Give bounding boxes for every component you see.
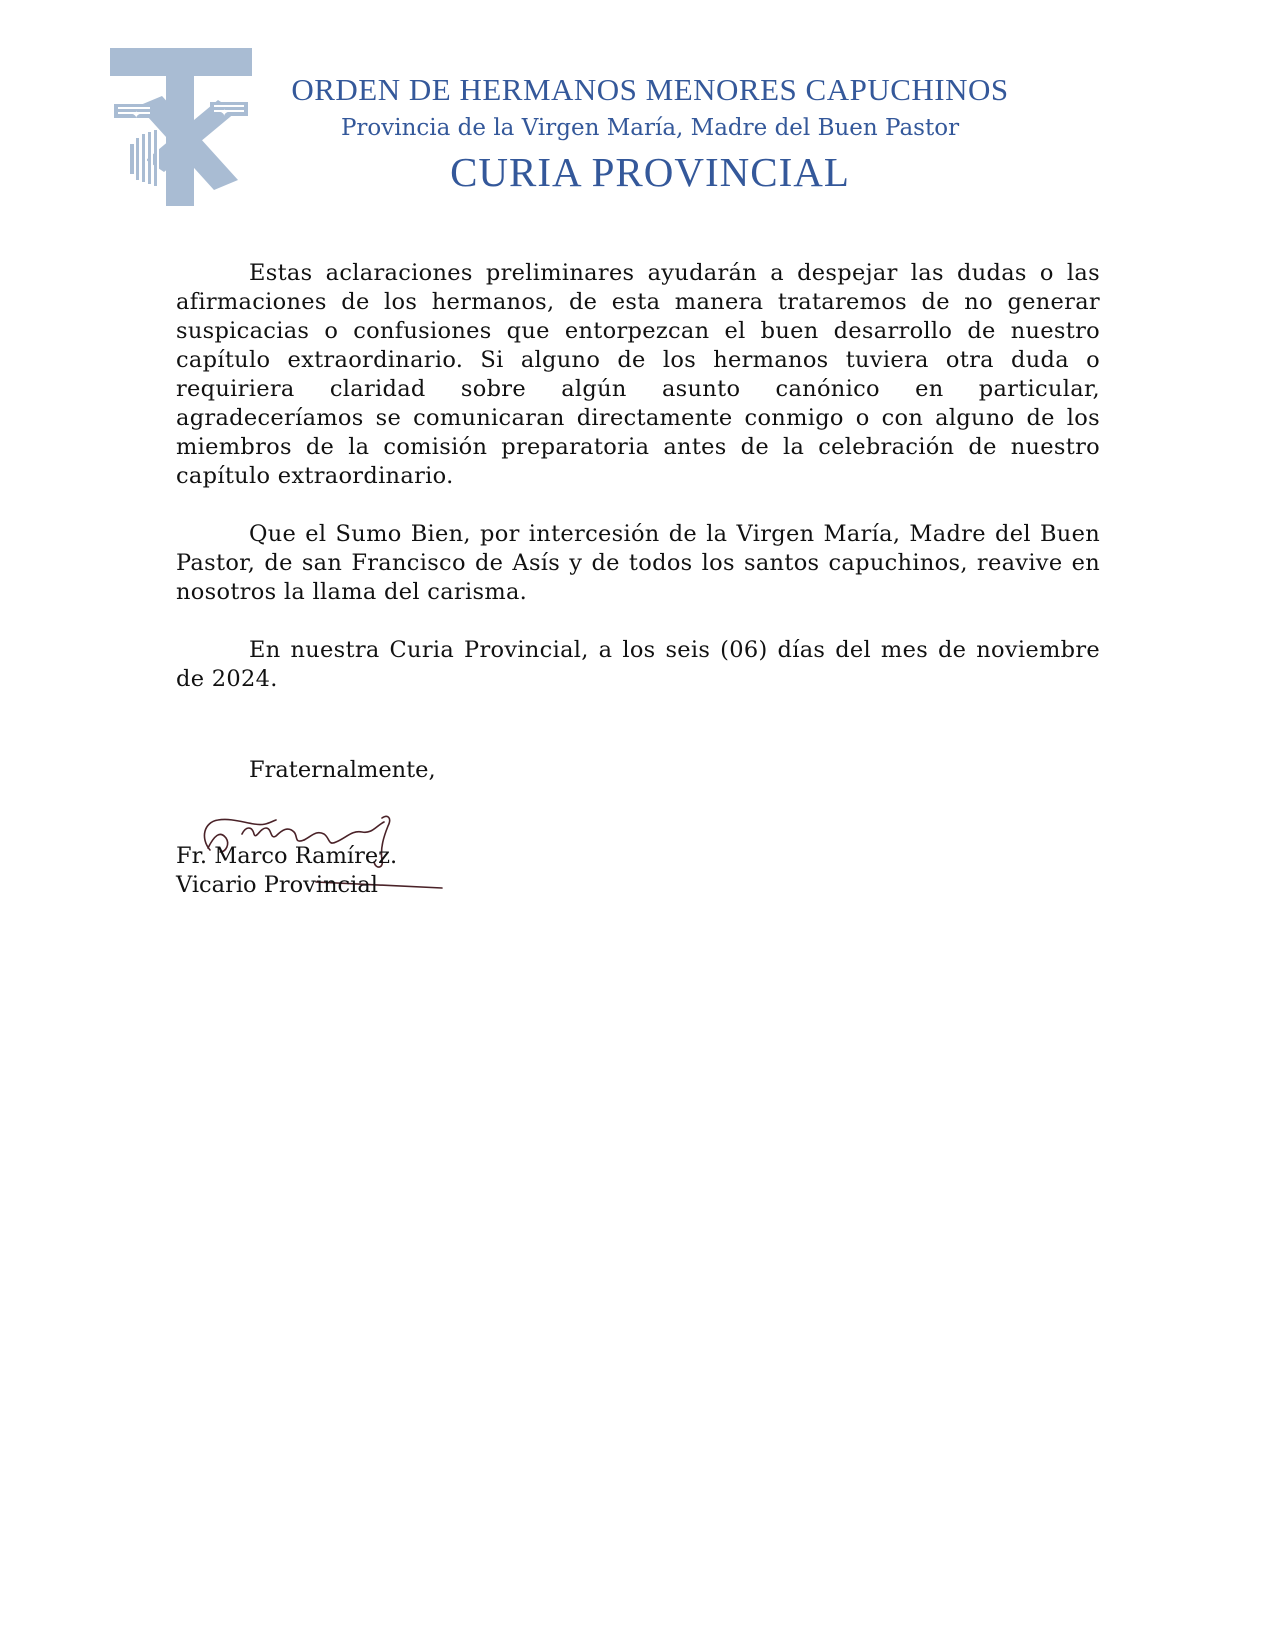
letterhead <box>280 70 1020 198</box>
paragraph-1: Estas aclaraciones preliminares ayudarán a despejar las dudas o las afirmaciones de los hermanos, de esta manera trataremos de no generar suspicacias o confusiones que entorpezcan el buen desarrollo de nuestro capítulo extraordinario. Si alguno de los hermanos tuviera otra duda o requiriera claridad sobre algún asunto canónico en particular, agradeceríamos se comunicaran directamente conmigo o con alguno de los miembros de la comisión preparatoria antes de la celebración de nuestro capítulo extraordinario. <box>176 260 1100 489</box>
closing-salutation: Fraternalmente, <box>249 757 436 783</box>
letter-body <box>176 259 1100 723</box>
signatory-name: Fr. Marco Ramírez. <box>176 843 398 869</box>
organization-name: ORDEN DE HERMANOS MENORES CAPUCHINOS <box>291 72 1009 107</box>
paragraph-2: Que el Sumo Bien, por intercesión de la Virgen María, Madre del Buen Pastor, de san Francisco de Asís y de todos los santos capuchinos, reavive en nosotros la llama del carisma. <box>176 521 1100 605</box>
franciscan-tau-cross-icon <box>110 48 252 206</box>
svg-text:✦: ✦ <box>220 108 229 119</box>
paragraph-3: En nuestra Curia Provincial, a los seis (06) días del mes de noviembre de 2024. <box>176 637 1100 692</box>
signatory-role: Vicario Provincial <box>176 872 378 898</box>
curia-title: CURIA PROVINCIAL <box>450 149 850 195</box>
svg-text:✦: ✦ <box>132 110 141 121</box>
province-name: Provincia de la Virgen María, Madre del Buen Pastor <box>340 115 960 141</box>
